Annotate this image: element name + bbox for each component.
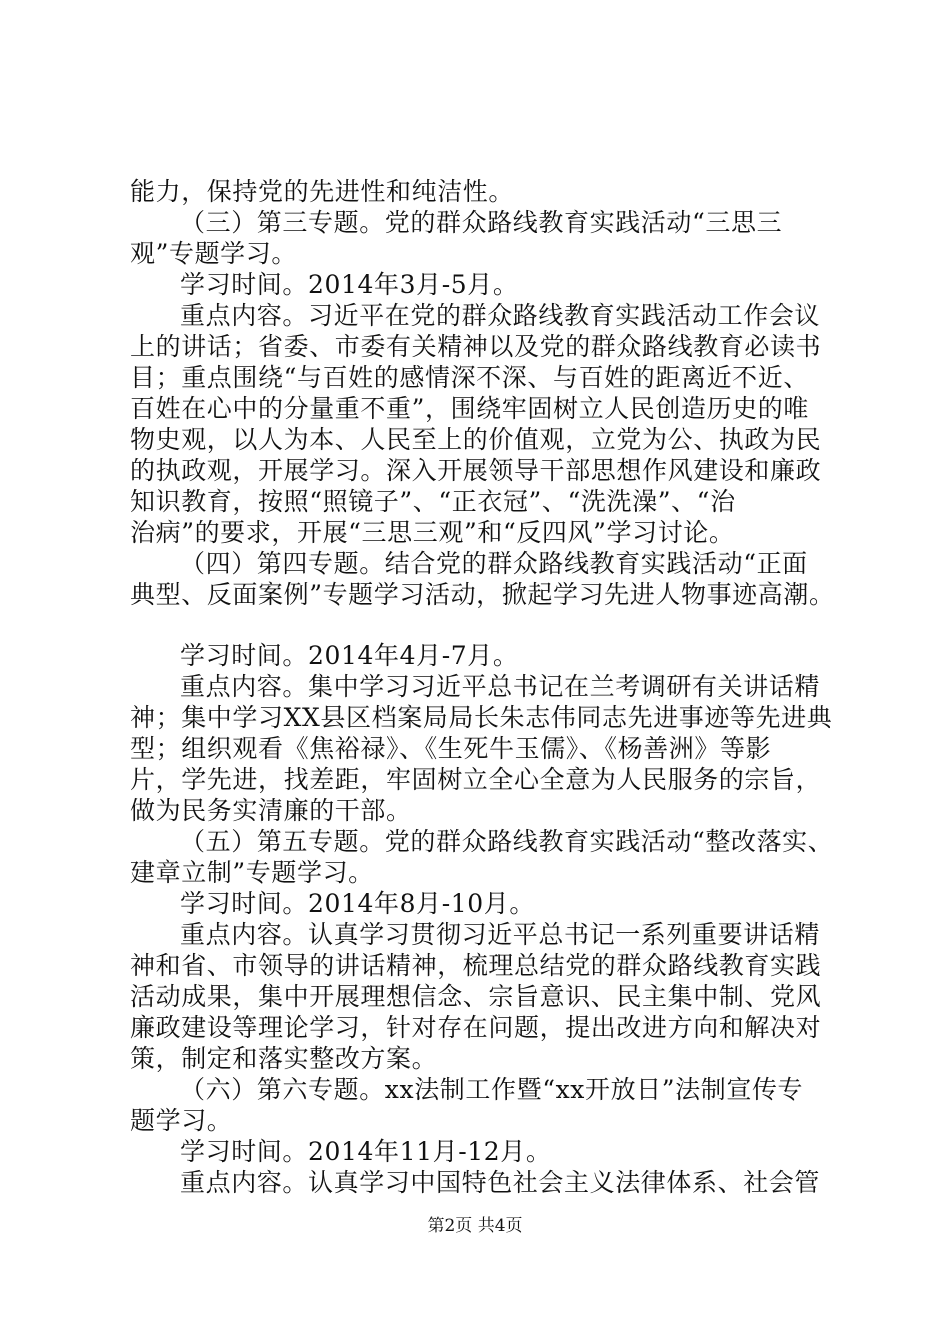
paragraph-line: 目；重点围绕“与百姓的感情深不深、与百姓的距离近不近、 xyxy=(130,363,809,392)
paragraph-line: 知识教育，按照“照镜子”、“正衣冠”、“洗洗澡”、“治 xyxy=(130,487,736,516)
paragraph-line: 学习时间。2014年8月-10月。 xyxy=(180,889,535,918)
paragraph-line: 重点内容。习近平在党的群众路线教育实践活动工作会议 xyxy=(180,301,821,330)
paragraph-line: 神和省、市领导的讲话精神，梳理总结党的群众路线教育实践 xyxy=(130,951,822,980)
section-heading-line: 题学习。 xyxy=(130,1106,233,1135)
section-heading-line: （六）第六专题。xx法制工作暨“xx开放日”法制宣传专 xyxy=(180,1075,804,1104)
paragraph-line: 学习时间。2014年4月-7月。 xyxy=(180,641,519,670)
paragraph-line: 学习时间。2014年3月-5月。 xyxy=(180,270,519,299)
page-number-footer: 第2页 共4页 xyxy=(427,1216,523,1236)
paragraph-line: 重点内容。认真学习中国特色社会主义法律体系、社会管 xyxy=(180,1168,821,1197)
paragraph-line: 能力，保持党的先进性和纯洁性。 xyxy=(130,177,515,206)
section-heading-line: 典型、反面案例”专题学习活动，掀起学习先进人物事迹高潮。 xyxy=(130,580,835,609)
paragraph-line: 治病”的要求，开展“三思三观”和“反四风”学习讨论。 xyxy=(130,518,735,547)
paragraph-line: 做为民务实清廉的干部。 xyxy=(130,796,412,825)
paragraph-line: 物史观，以人为本、人民至上的价值观，立党为公、执政为民 xyxy=(130,425,822,454)
paragraph-line: 片，学先进，找差距，牢固树立全心全意为人民服务的宗旨， xyxy=(130,765,822,794)
paragraph-line: 上的讲话；省委、市委有关精神以及党的群众路线教育必读书 xyxy=(130,332,822,361)
paragraph-line: 重点内容。集中学习习近平总书记在兰考调研有关讲话精 xyxy=(180,672,821,701)
section-heading-line: 观”专题学习。 xyxy=(130,239,297,268)
paragraph-line: 活动成果，集中开展理想信念、宗旨意识、民主集中制、党风 xyxy=(130,982,822,1011)
paragraph-line: 学习时间。2014年11月-12月。 xyxy=(180,1137,552,1166)
paragraph-line: 的执政观，开展学习。深入开展领导干部思想作风建设和廉政 xyxy=(130,456,822,485)
paragraph-line: 策，制定和落实整改方案。 xyxy=(130,1044,438,1073)
section-heading-line: （三）第三专题。党的群众路线教育实践活动“三思三 xyxy=(180,208,783,237)
section-heading-line: （五）第五专题。党的群众路线教育实践活动“整改落实、 xyxy=(180,827,834,856)
paragraph-line: 型；组织观看《焦裕禄》、《生死牛玉儒》、《杨善洲》等影 xyxy=(130,734,772,763)
section-heading-line: 建章立制”专题学习。 xyxy=(130,858,374,887)
paragraph-line: 神；集中学习XX县区档案局局长朱志伟同志先进事迹等先进典 xyxy=(130,703,833,732)
paragraph-line: 百姓在心中的分量重不重”，围绕牢固树立人民创造历史的唯 xyxy=(130,394,809,423)
paragraph-line: 重点内容。认真学习贯彻习近平总书记一系列重要讲话精 xyxy=(180,920,821,949)
paragraph-line: 廉政建设等理论学习，针对存在问题，提出改进方向和解决对 xyxy=(130,1013,822,1042)
section-heading-line: （四）第四专题。结合党的群众路线教育实践活动“正面 xyxy=(180,549,808,578)
